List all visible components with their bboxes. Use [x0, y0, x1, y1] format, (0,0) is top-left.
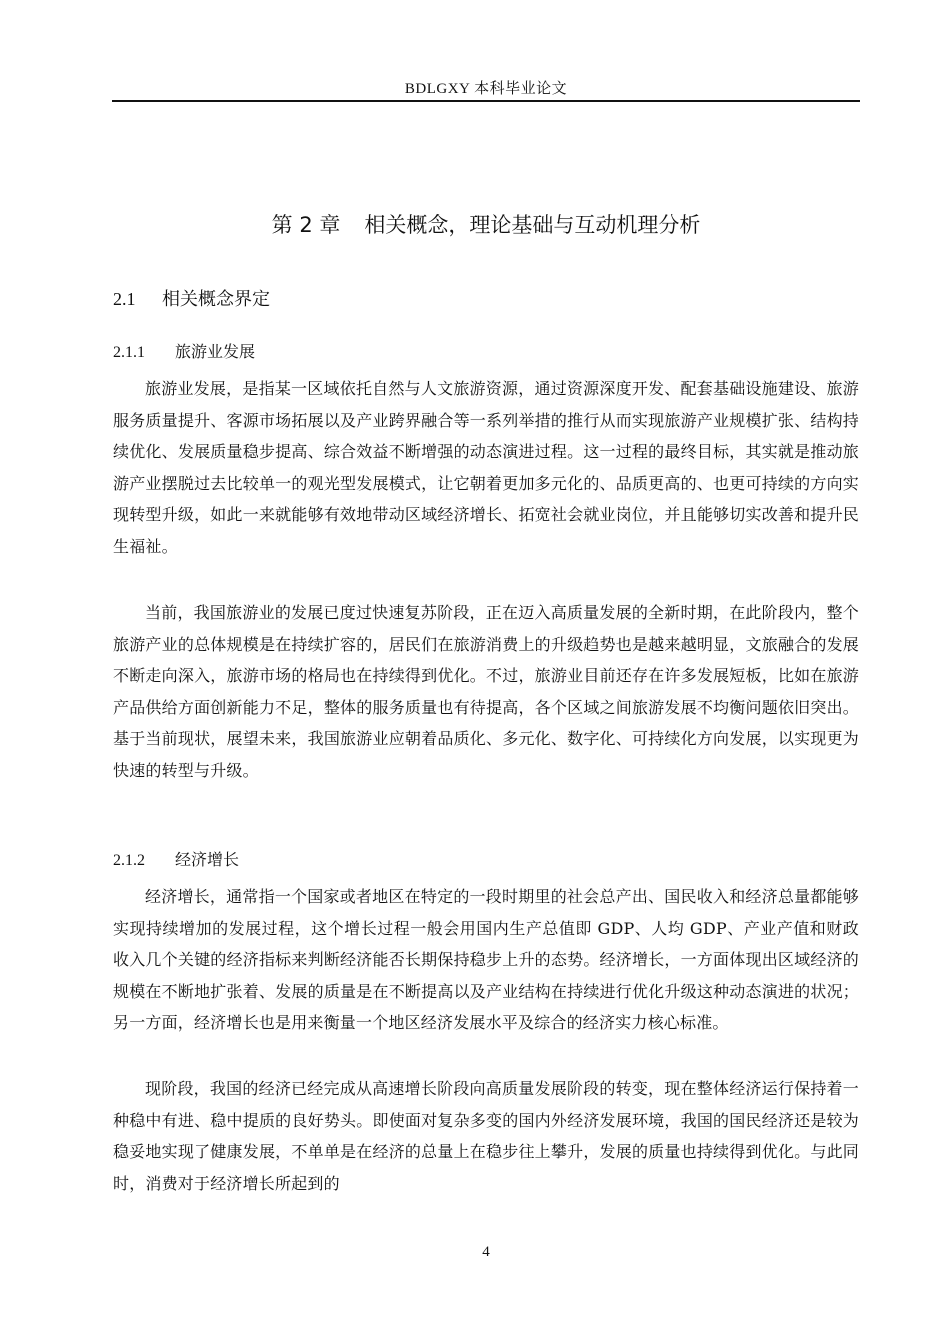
- header-rule: [112, 100, 860, 102]
- running-header: BDLGXY 本科毕业论文: [404, 81, 568, 97]
- body-paragraph: 当前，我国旅游业的发展已度过快速复苏阶段，正在迈入高质量发展的全新时期，在此阶段内，整个旅游产业的总体规模是在持续扩容的，居民们在旅游消费上的升级趋势也是越来越明显，文旅融合的发展不断走向深入，旅游市场的格局也在持续得到优化。不过，旅游业目前还存在许多发展短板，比如在旅游产品供给方面创新能力不足，整体的服务质量也有待提高，各个区域之间旅游发展不均衡问题依旧突出。基于当前现状，展望未来，我国旅游业应朝着品质化、多元化、数字化、可持续化方向发展，以实现更为快速的转型与升级。: [113, 603, 859, 780]
- subsection-title: 经济增长: [175, 850, 240, 869]
- body-paragraph: 现阶段，我国的经济已经完成从高速增长阶段向高质量发展阶段的转变，现在整体经济运行保持着一种稳中有进、稳中提质的良好势头。即使面对复杂多变的国内外经济发展环境，我国的国民经济还是较为稳妥地实现了健康发展，不单单是在经济的总量上在稳步往上攀升，发展的质量也持续得到优化。与此同时，消费对于经济增长所起到的: [113, 1079, 859, 1193]
- section-heading: [113, 285, 270, 311]
- subsection-heading-tourism: [113, 339, 255, 362]
- chapter-number: 第 2 章: [271, 213, 341, 237]
- section-number: 2.1: [113, 289, 136, 309]
- body-paragraph: 旅游业发展，是指某一区域依托自然与人文旅游资源，通过资源深度开发、配套基础设施建设、旅游服务质量提升、客源市场拓展以及产业跨界融合等一系列举措的推行从而实现旅游产业规模扩张、结构持续优化、发展质量稳步提高、综合效益不断增强的动态演进过程。这一过程的最终目标，其实就是推动旅游产业摆脱过去比较单一的观光型发展模式，让它朝着更加多元化的、品质更高的、也更可持续的方向实现转型升级，如此一来就能够有效地带动区域经济增长、拓宽社会就业岗位，并且能够切实改善和提升民生福祉。: [113, 379, 859, 556]
- section-title: 相关概念界定: [162, 289, 270, 310]
- subsection-heading-economic-growth: [113, 847, 239, 870]
- page-number: 4: [482, 1244, 490, 1260]
- subsection-title: 旅游业发展: [175, 342, 256, 361]
- body-paragraph: 经济增长，通常指一个国家或者地区在特定的一段时期里的社会总产出、国民收入和经济总量都能够实现持续增加的发展过程，这个增长过程一般会用国内生产总值即 GDP、人均 GDP、产业产值和财政收入几个关键的经济指标来判断经济能否长期保持稳步上升的态势。经济增长，一方面体现出区域经济的规模在不断地扩张着、发展的质量是在不断提高以及产业结构在持续进行优化升级这种动态演进的状况；另一方面，经济增长也是用来衡量一个地区经济发展水平及综合的经济实力核心标准。: [113, 887, 859, 1032]
- subsection-number: 2.1.2: [113, 852, 145, 869]
- chapter-heading: [112, 209, 860, 239]
- chapter-title: 相关概念，理论基础与互动机理分析: [364, 213, 701, 237]
- subsection-number: 2.1.1: [113, 344, 145, 361]
